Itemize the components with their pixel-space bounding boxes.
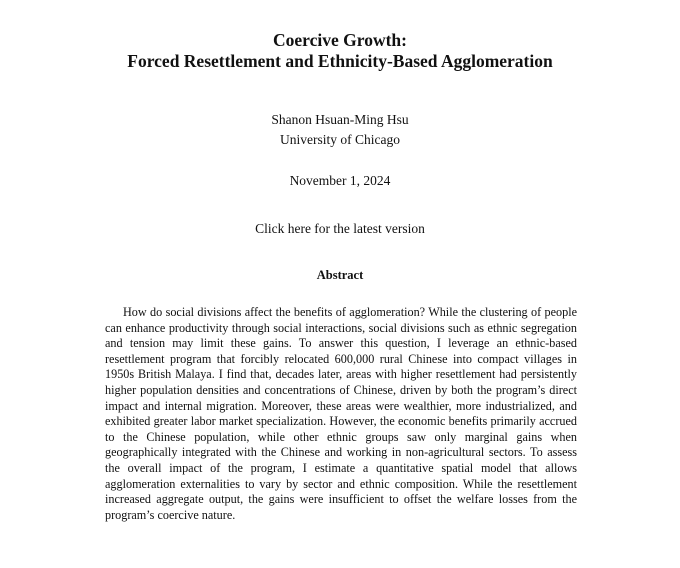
- author-name: Shanon Hsuan-Ming Hsu: [271, 112, 409, 127]
- author-affiliation: University of Chicago: [280, 132, 400, 147]
- title-line-1: Coercive Growth:: [273, 30, 407, 50]
- title-line-2: Forced Resettlement and Ethnicity-Based Agglomeration: [127, 51, 553, 71]
- paper-title: [0, 30, 680, 72]
- latest-version-container: [0, 219, 680, 239]
- abstract-heading: Abstract: [316, 268, 364, 282]
- latest-version-link[interactable]: Click here for the latest version: [255, 221, 425, 236]
- abstract-body: How do social divisions affect the benefits of agglomeration? While the clustering of people can enhance productivity through social interactions, social divisions such as ethnic segregation and tension may limit these gains. To answer this question, I leverage an ethnic-based resettlement program that forcibly relocated 600,000 rural Chinese into compact villages in 1950s British Malaya. I find that, decades later, areas with higher resettlement had persistently higher population densities and concentrations of Chinese, driven by both the program’s direct impact and internal migration. Moreover, these areas were wealthier, more industrialized, and exhibited greater labor market specialization. However, the economic benefits primarily accrued to the Chinese population, while other ethnic groups saw only marginal gains when geographically integrated with the Chinese and working in non-agricultural sectors. To assess the overall impact of the program, I estimate a quantitative spatial model that allows agglomeration externalities to vary by sector and ethnic composition. While the resettlement increased aggregate output, the gains were insufficient to offset the welfare losses from the program’s coercive nature.: [105, 305, 577, 522]
- paper-date: November 1, 2024: [289, 173, 391, 188]
- author-block: [0, 110, 680, 150]
